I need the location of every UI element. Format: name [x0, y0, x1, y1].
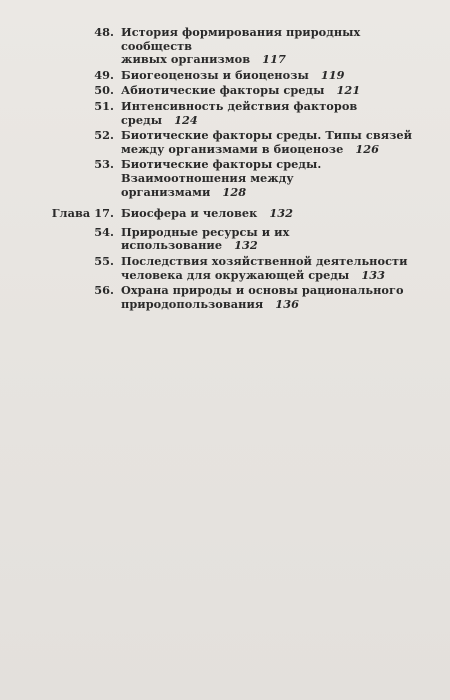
- entry-number: 52.: [94, 128, 114, 143]
- toc-chapter-17: [0, 207, 450, 221]
- page-number: 136: [275, 296, 300, 311]
- page-number: 128: [222, 184, 247, 199]
- entry-number: 55.: [94, 253, 114, 268]
- toc-entry-50: [0, 84, 450, 98]
- toc-entry-51: [0, 100, 450, 127]
- toc-entry-53: [0, 158, 450, 199]
- entry-title: Последствия хозяйственной деятельности человека для окружающей среды 133: [121, 253, 408, 282]
- chapter-number: Глава 17.: [51, 206, 114, 221]
- entry-title: Абиотические факторы среды 121: [121, 83, 361, 98]
- page-number: 133: [361, 267, 386, 282]
- entry-title: Биотические факторы среды. Типы связей между организмами в биоценозе 126: [121, 128, 413, 156]
- entry-number: 50.: [94, 83, 114, 98]
- toc-entry-54: [0, 226, 450, 253]
- entry-title: Охрана природы и основы рационального природопользования 136: [121, 283, 404, 311]
- toc-entry-56: [0, 284, 450, 311]
- entry-title: История формирования природных сообществ живых организмов 117: [121, 25, 361, 67]
- table-of-contents: [0, 26, 450, 311]
- toc-entry-52: [0, 129, 450, 156]
- entry-title: Интенсивность действия факторов среды 124: [121, 98, 358, 127]
- entry-number: 56.: [94, 283, 114, 298]
- entry-title: Природные ресурсы и их использование 132: [121, 224, 290, 253]
- entry-number: 51.: [94, 98, 114, 113]
- page-number: 124: [174, 112, 198, 127]
- page-number: 121: [336, 83, 361, 98]
- entry-title: Биогеоценозы и биоценозы 119: [121, 67, 345, 82]
- chapter-title: Биосфера и человек 132: [121, 206, 294, 221]
- page-number: 132: [269, 206, 294, 221]
- entry-number: 53.: [94, 157, 114, 172]
- entry-number: 48.: [94, 25, 114, 39]
- toc-entry-55: [0, 255, 450, 282]
- page-number: 119: [320, 67, 345, 82]
- page-number: 132: [234, 238, 258, 253]
- entry-number: 54.: [94, 224, 114, 239]
- page-number: 117: [262, 52, 286, 67]
- entry-title: Биотические факторы среды. Взаимоотношения между организмами 128: [121, 157, 322, 199]
- toc-entry-49: [0, 69, 450, 83]
- page-number: 126: [355, 141, 380, 156]
- toc-entry-48: [0, 26, 450, 67]
- entry-number: 49.: [94, 67, 114, 82]
